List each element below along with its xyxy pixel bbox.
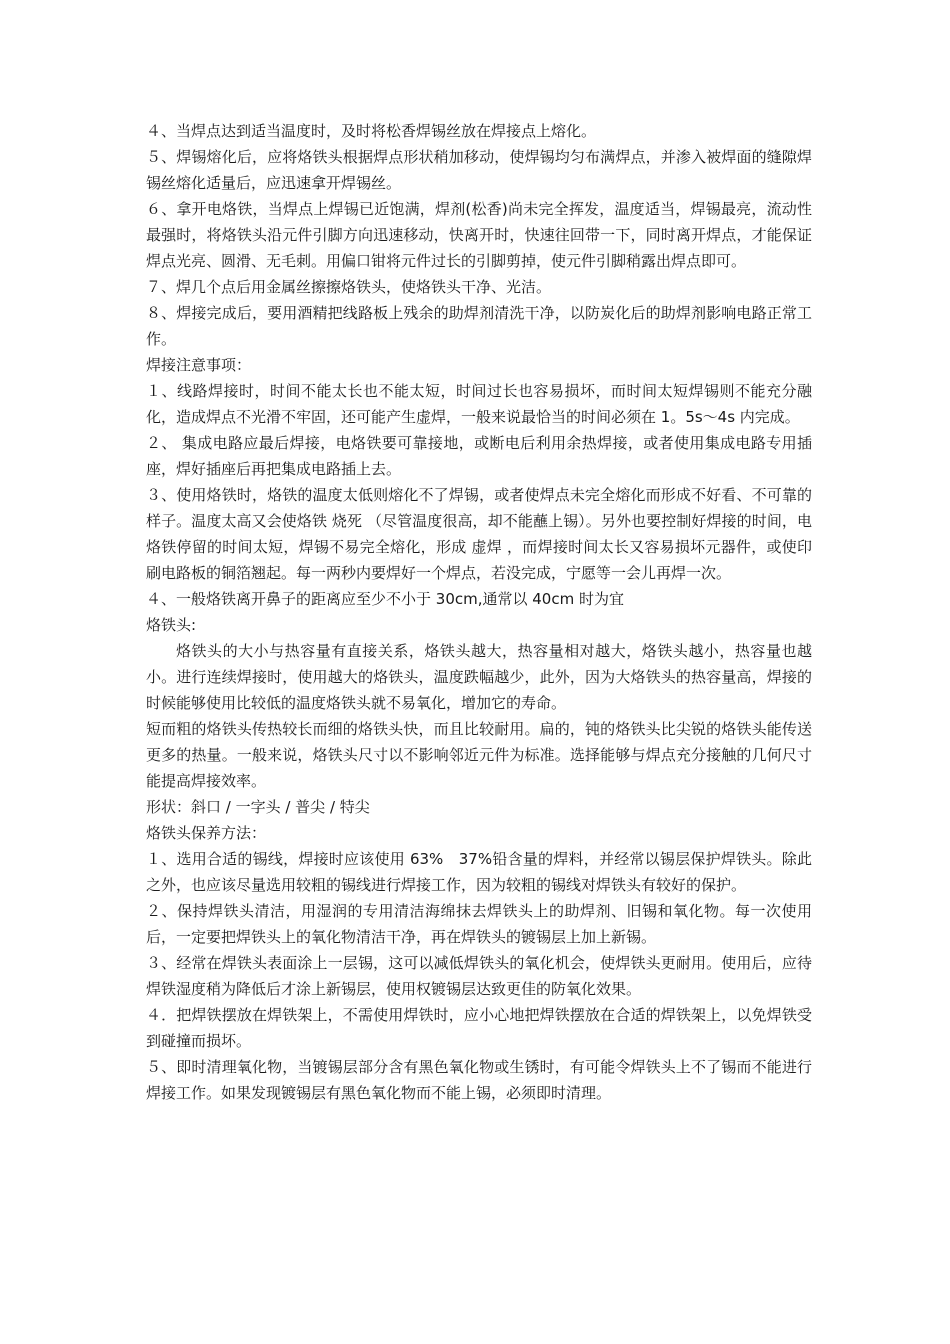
maintenance-5-paragraph: ５、即时清理氧化物，当镀锡层部分含有黑色氧化物或生锈时，有可能令焊铁头上不了锡而不能进行焊接工作。如果发现镀锡层有黑色氧化物而不能上锡，必须即时清理。 [146, 1058, 812, 1102]
precaution-4-paragraph: ４、一般烙铁离开鼻子的距离应至少不小于 30cm,通常以 40cm 时为宜 [146, 590, 624, 608]
step-8-paragraph: ８、焊接完成后，要用酒精把线路板上残余的助焊剂清洗干净，以防炭化后的助焊剂影响电路正常工作。 [146, 304, 812, 348]
maintenance-2-paragraph: ２、保持焊铁头清洁，用湿润的专用清洁海绵抹去焊铁头上的助焊剂、旧锡和氧化物。每一次使用后，一定要把焊铁头上的氧化物清洁干净，再在焊铁头的镀锡层上加上新锡。 [146, 902, 812, 946]
tip-size-paragraph: 烙铁头的大小与热容量有直接关系，烙铁头越大，热容量相对越大，烙铁头越小，热容量也越小。进行连续焊接时，使用越大的烙铁头，温度跌幅越少，此外，因为大烙铁头的热容量高，焊接的时候能够使用比较低的温度烙铁头就不易氧化，增加它的寿命。 [146, 642, 812, 712]
tip-heading: 烙铁头: [146, 616, 197, 634]
step-4-paragraph: ４、当焊点达到适当温度时，及时将松香焊锡丝放在焊接点上熔化。 [146, 122, 597, 140]
maintenance-1-paragraph: １、选用合适的锡线，焊接时应该使用 63% 37%铅含量的焊料，并经常以锡层保护焊铁头。除此之外，也应该尽量选用较粗的锡线进行焊接工作，因为较粗的锡线对焊铁头有较好的保护。 [146, 850, 812, 894]
step-7-paragraph: ７、焊几个点后用金属丝擦擦烙铁头，使烙铁头干净、光洁。 [146, 278, 552, 296]
maintenance-3-paragraph: ３、经常在焊铁头表面涂上一层锡，这可以减低焊铁头的氧化机会，使焊铁头更耐用。使用后，应待焊铁湿度稍为降低后才涂上新锡层，使用权镀锡层达致更佳的防氧化效果。 [146, 954, 812, 998]
precautions-heading: 焊接注意事项： [146, 356, 252, 374]
document-body [146, 118, 812, 1106]
tip-shape-paragraph: 短而粗的烙铁头传热较长而细的烙铁头快，而且比较耐用。扁的，钝的烙铁头比尖锐的烙铁头能传送更多的热量。一般来说，烙铁头尺寸以不影响邻近元件为标准。选择能够与焊点充分接触的几何尺寸能提高焊接效率。 [146, 720, 812, 790]
tip-shapes-line: 形状：斜口 / 一字头 / 普尖 / 特尖 [146, 798, 370, 816]
precaution-1-paragraph: １、线路焊接时，时间不能太长也不能太短，时间过长也容易损坏，而时间太短焊锡则不能充分融化，造成焊点不光滑不牢固，还可能产生虚焊，一般来说最恰当的时间必须在 1。5s～4s 内完成。 [146, 382, 812, 426]
step-6-paragraph: ６、拿开电烙铁，当焊点上焊锡已近饱满，焊剂(松香)尚未完全挥发，温度适当，焊锡最亮，流动性最强时，将烙铁头沿元件引脚方向迅速移动，快离开时，快速往回带一下，同时离开焊点，才能保证焊点光亮、圆滑、无毛刺。用偏口钳将元件过长的引脚剪掉，使元件引脚稍露出焊点即可。 [146, 200, 812, 270]
maintenance-4-paragraph: ４．把焊铁摆放在焊铁架上，不需使用焊铁时，应小心地把焊铁摆放在合适的焊铁架上，以免焊铁受到碰撞而损坏。 [146, 1006, 812, 1050]
precaution-2-paragraph: ２、 集成电路应最后焊接，电烙铁要可靠接地，或断电后利用余热焊接，或者使用集成电路专用插座，焊好插座后再把集成电路插上去。 [146, 434, 812, 478]
precaution-3-paragraph: ３、使用烙铁时，烙铁的温度太低则熔化不了焊锡，或者使焊点未完全熔化而形成不好看、不可靠的样子。温度太高又会使烙铁 烧死 （尽管温度很高，却不能蘸上锡）。另外也要控制好焊接的时间，电烙铁停留的时间太短，焊锡不易完全熔化，形成 虚焊 ，而焊接时间太长又容易损坏元器件，或使印刷电路板的铜箔翘起。每一两秒内要焊好一个焊点，若没完成，宁愿等一会儿再焊一次。 [146, 486, 812, 582]
maintenance-heading: 烙铁头保养方法： [146, 824, 267, 842]
step-5-paragraph: ５、焊锡熔化后，应将烙铁头根据焊点形状稍加移动，使焊锡均匀布满焊点，并渗入被焊面的缝隙焊锡丝熔化适量后，应迅速拿开焊锡丝。 [146, 148, 812, 192]
